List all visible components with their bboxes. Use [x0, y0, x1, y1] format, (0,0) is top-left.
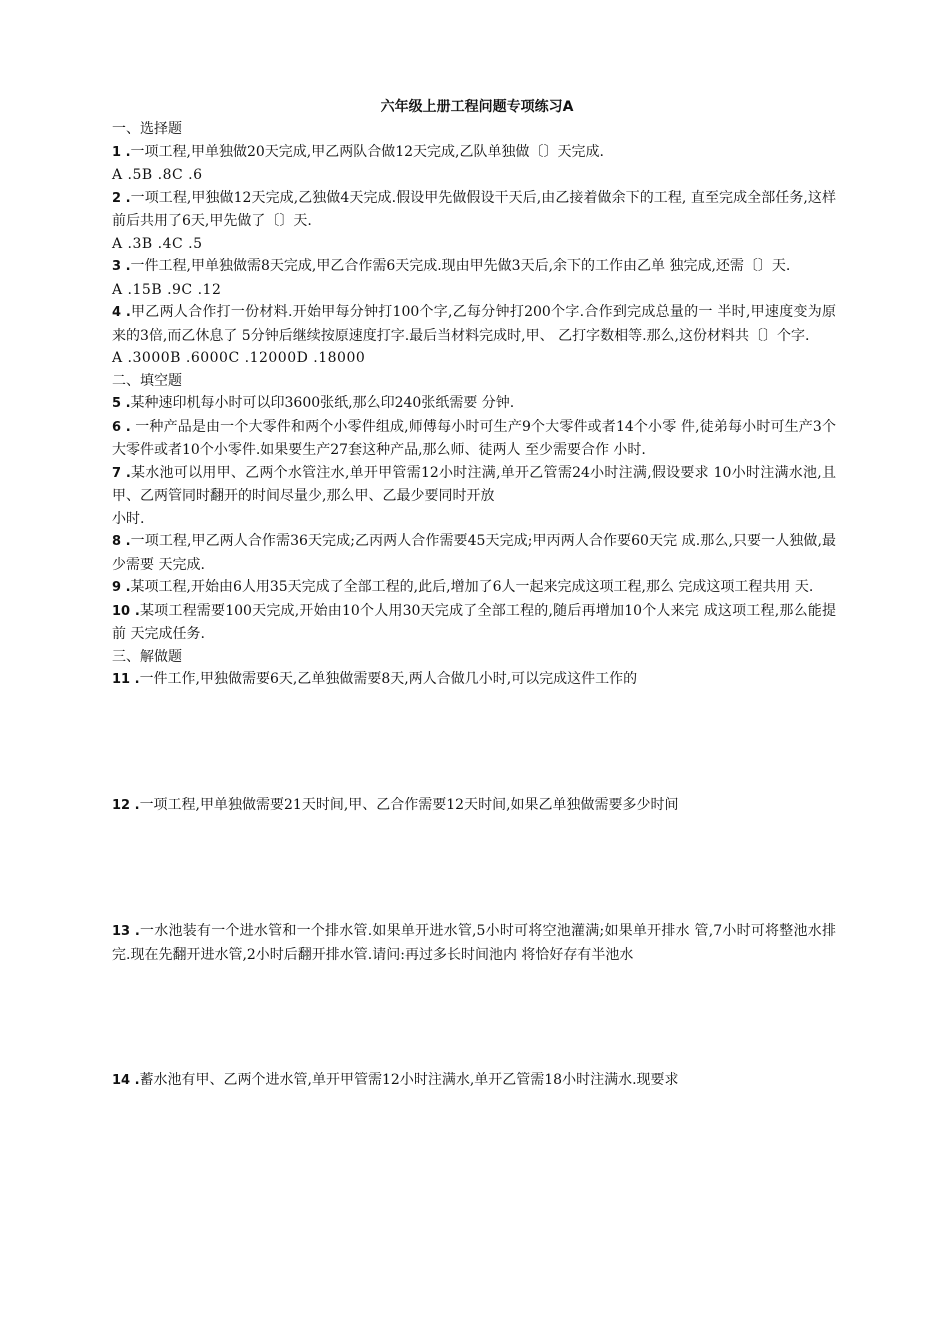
question-number: 9 .	[112, 580, 131, 595]
question-12	[112, 794, 836, 818]
section-heading-choice: 一、选择题	[112, 121, 182, 137]
question-number: 5 .	[112, 396, 131, 411]
question-2-options: A .3B .4C .5	[112, 235, 203, 252]
question-number: 8 .	[112, 534, 131, 549]
question-14	[112, 1069, 836, 1093]
question-9	[112, 576, 836, 600]
question-number: 11 .	[112, 672, 140, 687]
question-8	[112, 530, 836, 576]
question-text: 某项工程,开始由6人用35天完成了全部工程的,此后,增加了6人一起来完成这项工程,那么 完成这项工程共用 天.	[130, 579, 814, 595]
question-number: 1 .	[112, 144, 131, 160]
question-number: 12 .	[112, 797, 140, 813]
section-heading-fill: 二、填空题	[112, 372, 182, 389]
question-text: 甲乙两人合作打一份材料.开始甲每分钟打100个字,乙每分钟打200个字.合作到完成总量的一 半时,甲速度变为原来的3倍,而乙休息了 5分钟后继续按原速度打字.最后当材料完成时,甲、 乙打字数相等.那么,这份材料共〔〕个字.	[112, 304, 836, 344]
question-11	[112, 668, 836, 692]
question-number: 3 .	[112, 259, 131, 274]
question-text: 某项工程需要100天完成,开始由10个人用30天完成了全部工程的,随后再增加10个人来完 成这项工程,那么能提前 天完成任务.	[112, 602, 836, 642]
question-1-options: A .5B .8C .6	[112, 167, 203, 183]
question-number: 6 .	[112, 419, 131, 435]
question-text: 某水池可以用甲、乙两个水管注水,单开甲管需12小时注满,单开乙管需24小时注满,假设要求 10小时注满水池,且甲、乙两管同时翻开的时间尽量少,那么甲、乙最少要同时开放	[112, 464, 836, 504]
question-text: 一件工作,甲独做需要6天,乙单独做需要8天,两人合做几小时,可以完成这件工作的	[139, 671, 638, 687]
question-3	[112, 255, 836, 279]
question-6	[112, 416, 836, 462]
question-10	[112, 600, 836, 646]
question-number: 2 .	[112, 190, 131, 206]
question-number: 14 .	[112, 1073, 140, 1088]
question-2	[112, 187, 836, 233]
question-7-continuation: 小时.	[112, 510, 145, 527]
question-text: 一种产品是由一个大零件和两个小零件组成,师傅每小时可生产9个大零件或者14个小零 件,徒弟每小时可生产3个大零件或者10个小零件.如果要生产27套这种产品,那么师、徒两人 至少需要合作 小时.	[112, 418, 836, 458]
answer-space	[112, 692, 836, 794]
question-text: 某种速印机每小时可以印3600张纸,那么印240张纸需要 分钟.	[130, 395, 515, 411]
question-number: 13 .	[112, 924, 140, 939]
question-number: 10 .	[112, 603, 140, 619]
answer-space	[112, 966, 836, 1069]
question-text: 一项工程,甲乙两人合作需36天完成;乙丙两人合作需要45天完成;甲丙两人合作要60天完 成.那么,只要一人独做,最少需要 天完成.	[112, 533, 836, 573]
question-4	[112, 301, 836, 347]
answer-space	[112, 817, 836, 920]
question-text: 一水池装有一个进水管和一个排水管.如果单开进水管,5小时可将空池灌满;如果单开排水 管,7小时可将整池水排完.现在先翻开进水管,2小时后翻开排水管.请问:再过多长时间池内 将恰好存有半池水	[112, 923, 836, 963]
question-number: 4 .	[112, 305, 131, 320]
question-1	[112, 141, 836, 165]
question-text: 一项工程,甲独做12天完成,乙独做4天完成.假设甲先做假设干天后,由乙接着做余下的工程, 直至完成全部任务,这样前后共用了6天,甲先做了〔〕天.	[112, 189, 836, 229]
question-4-options: A .3000B .6000C .12000D .18000	[112, 350, 366, 366]
question-text: 蓄水池有甲、乙两个进水管,单开甲管需12小时注满水,单开乙管需18小时注满水.现要求	[139, 1072, 679, 1088]
section-heading-solve: 三、解做题	[112, 648, 182, 665]
question-3-options: A .15B .9C .12	[112, 281, 222, 298]
question-text: 一项工程,甲单独做需要21天时间,甲、乙合作需要12天时间,如果乙单独做需要多少时间	[139, 796, 679, 813]
question-13	[112, 920, 836, 966]
question-7	[112, 462, 836, 508]
question-number: 7 .	[112, 465, 131, 481]
page-title: 六年级上册工程问题专项练习A	[380, 99, 574, 115]
question-text: 一件工程,甲单独做需8天完成,甲乙合作需6天完成.现由甲先做3天后,余下的工作由乙单 独完成,还需〔〕天.	[130, 258, 791, 274]
question-text: 一项工程,甲单独做20天完成,甲乙两队合做12天完成,乙队单独做〔〕天完成.	[130, 143, 604, 160]
question-5	[112, 392, 836, 416]
worksheet-page	[112, 96, 836, 1093]
